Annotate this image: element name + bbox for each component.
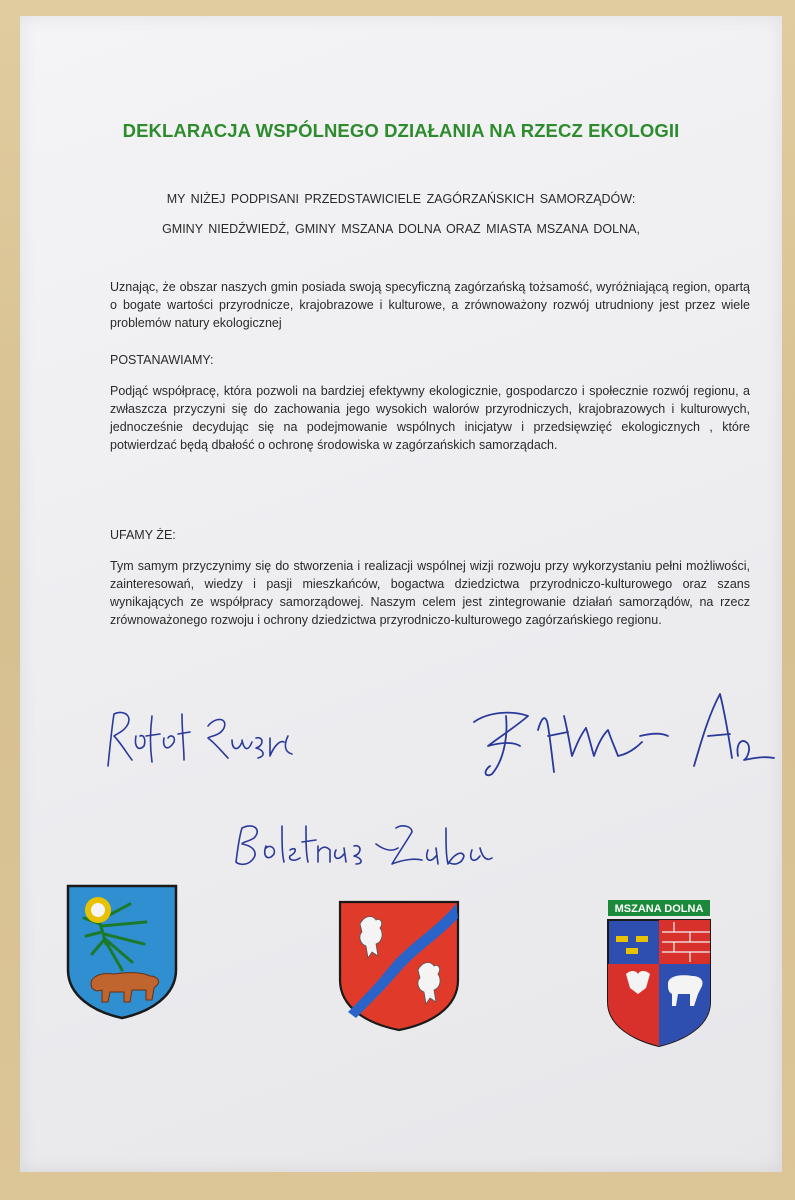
heading-ufamy: UFAMY ŻE:	[110, 528, 176, 542]
paragraph-recognizing: Uznając, że obszar naszych gmin posiada swoją specyficzną zagórzańską tożsamość, wyróżniającą region, opartą o bogate wartości przyrodnicze, krajobrazowe i kulturowe, a zrównoważony rozwój utrudniony jest przez wiele problemów natury ekologicznej	[110, 280, 750, 330]
document-title: DEKLARACJA WSPÓLNEGO DZIAŁANIA NA RZECZ EKOLOGII	[122, 120, 680, 141]
griffins-river-crest-icon	[338, 900, 460, 1032]
intro-line-1: MY NIŻEJ PODPISANI PRZEDSTAWICIELE ZAGÓRZAŃSKICH SAMORZĄDÓW:	[166, 192, 636, 206]
heading-postanawiamy: POSTANAWIAMY:	[110, 353, 214, 367]
paragraph-decide: Podjąć współpracę, która pozwoli na bardziej efektywny ekologicznie, gospodarczo i społecznie rozwój regionu, a zwłaszcza przyczyni się do zachowania jego wysokich walorów przyrodniczych, krajobrazowych i kulturowych, jednocześnie decydując się na podejmowanie wspólnych inicjatyw i przedsięwzięć ekologicznych , które potwierdzać będą dbałość o ochronę środowiska w zagórzańskich samorządach.	[110, 384, 750, 452]
bear-sunflower-crest-icon	[66, 884, 178, 1020]
paragraph-trust: Tym samym przyczynimy się do stworzenia i realizacji wspólnej wizji rozwoju przy wykorzystaniu pełni możliwości, zainteresowań, wiedzy i pasji mieszkańców, bogactwa dziedzictwa przyrodniczo-kulturowego oraz szans wynikających ze współpracy samorządowej. Naszym celem jest zintegrowanie działań samorządów, na rzecz zrównoważonego rozwoju i ochrony dziedzictwa przyrodniczo-kulturowego zagórzańskiego regionu.	[110, 559, 750, 627]
signature-1	[98, 696, 298, 776]
intro-line-2: GMINY NIEDŹWIEDŹ, GMINY MSZANA DOLNA ORAZ MIASTA MSZANA DOLNA,	[162, 222, 640, 236]
document-page	[20, 16, 782, 1172]
signature-2	[468, 676, 778, 786]
signature-3	[226, 806, 506, 876]
crest-banner-label: MSZANA DOLNA	[614, 903, 704, 915]
mszana-dolna-crest-icon	[606, 898, 712, 1050]
